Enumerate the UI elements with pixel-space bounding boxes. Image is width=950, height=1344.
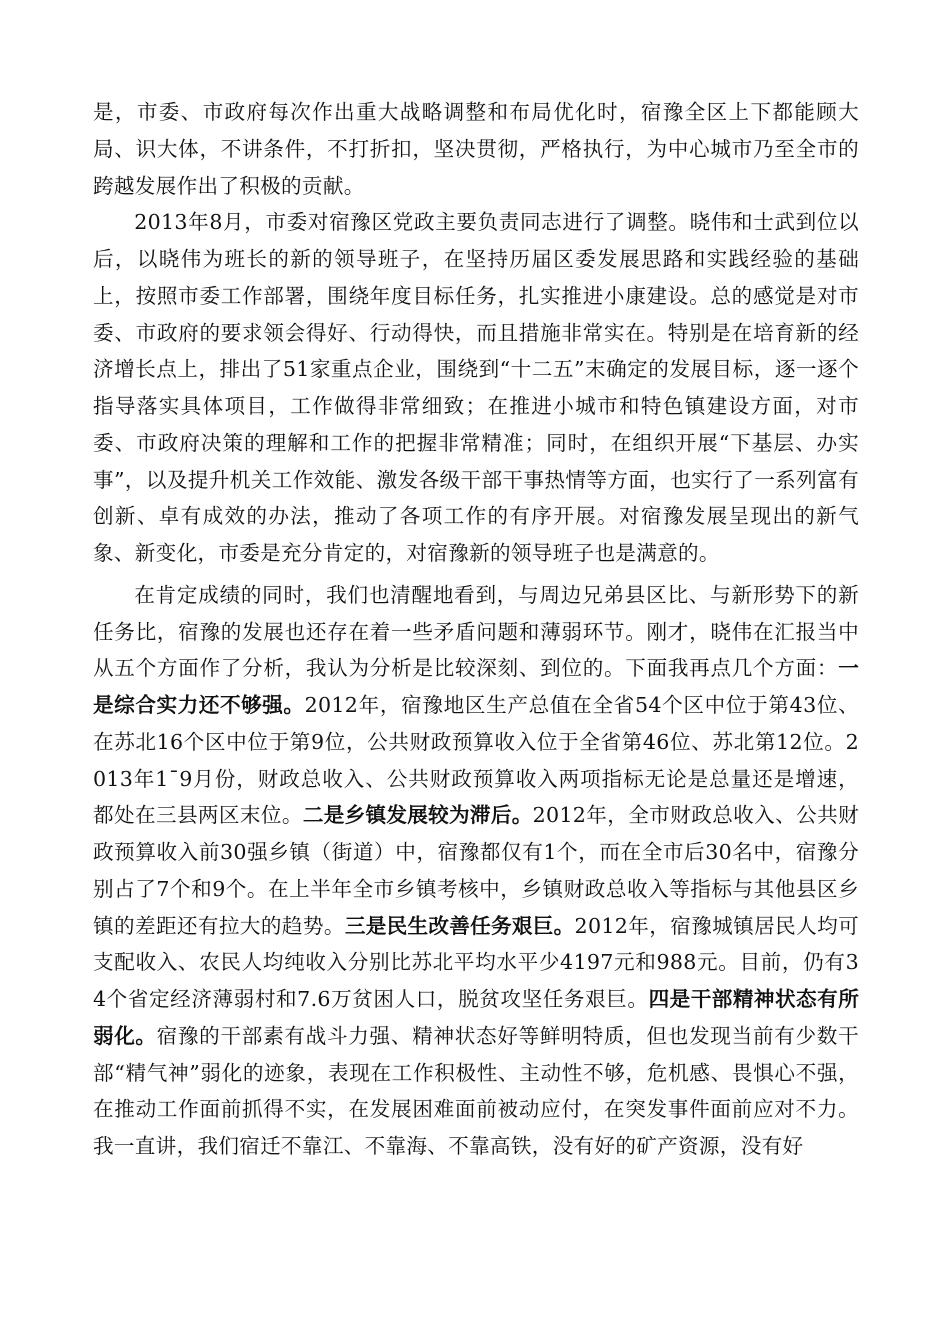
paragraph-text: 2012年，宿豫地区生产总值在全省54个区中位于第43位、在苏北16个区中位于第9位，公共财政预算收入位于全省第46位、苏北第12位。2013年1¯9月份，财政总收入、公共财政预算收入两项指标无论是总量还是增速，都处在三县两区末位。: [93, 693, 859, 828]
bold-heading-townships: 二是乡镇发展较为滞后。: [302, 803, 533, 828]
bold-heading-livelihood: 三是民生改善任务艰巨。: [344, 913, 575, 938]
paragraph-text: 2012年，宿豫城镇居民人均可支配收入、农民人均纯收入分别比苏北平均水平少4197元和988元。目前，仍有34个省定经济薄弱村和7.6万贫困人口，脱贫攻坚任务艰巨。: [93, 913, 859, 1011]
paragraph-text: 宿豫的干部素有战斗力强、精神状态好等鲜明特质，但也发现当前有少数干部“精气神”弱化的迹象，表现在工作积极性、主动性不够，危机感、畏惧心不强，在推动工作面前抓得不实，在发展困难面前被动应付，在突发事件面前应对不力。我一直讲，我们宿迁不靠江、不靠海、不靠高铁，没有好的矿产资源，没有好: [93, 1023, 859, 1158]
paragraph-text: 是，市委、市政府每次作出重大战略调整和布局优化时，宿豫全区上下都能顾大局、识大体，不讲条件，不打折扣，坚决贯彻，严格执行，为中心城市乃至全市的跨越发展作出了积极的贡献。: [93, 100, 859, 198]
paragraph-leadership-adjustment: [93, 204, 859, 572]
paragraph-problems: [93, 577, 859, 1165]
document-body: [93, 94, 859, 1165]
bold-heading-cadres: 四是干部精神状态有所弱化。: [93, 987, 859, 1048]
paragraph-text: 在肯定成绩的同时，我们也清醒地看到，与周边兄弟县区比、与新形势下的新任务比，宿豫的发展也还存在着一些矛盾问题和薄弱环节。刚才，晓伟在汇报当中从五个方面作了分析，我认为分析是比较深刻、到位的。下面我再点几个方面：: [93, 582, 859, 681]
bold-heading-strength: 一是综合实力还不够强。: [93, 656, 859, 717]
paragraph-text: 2012年，全市财政总收入、公共财政预算收入前30强乡镇（街道）中，宿豫都仅有1个，而在全市后30名中，宿豫分别占了7个和9个。在上半年全市乡镇考核中，乡镇财政总收入等指标与其他县区乡镇的差距还有拉大的趋势。: [93, 803, 860, 938]
paragraph-text: 2013年8月，市委对宿豫区党政主要负责同志进行了调整。晓伟和士武到位以后，以晓伟为班长的新的领导班子，在坚持历届区委发展思路和实践经验的基础上，按照市委工作部署，围绕年度目标任务，扎实推进小康建设。总的感觉是对市委、市政府的要求领会得好、行动得快，而且措施非常实在。特别是在培育新的经济增长点上，排出了51家重点企业，围绕到“十二五”末确定的发展目标，逐一逐个指导落实具体项目，工作做得非常细致；在推进小城市和特色镇建设方面，对市委、市政府决策的理解和工作的把握非常精准；同时，在组织开展“下基层、办实事”，以及提升机关工作效能、激发各级干部干事热情等方面，也实行了一系列富有创新、卓有成效的办法，推动了各项工作的有序开展。对宿豫发展呈现出的新气象、新变化，市委是充分肯定的，对宿豫新的领导班子也是满意的。: [93, 210, 859, 565]
paragraph-continuation: [93, 94, 859, 204]
